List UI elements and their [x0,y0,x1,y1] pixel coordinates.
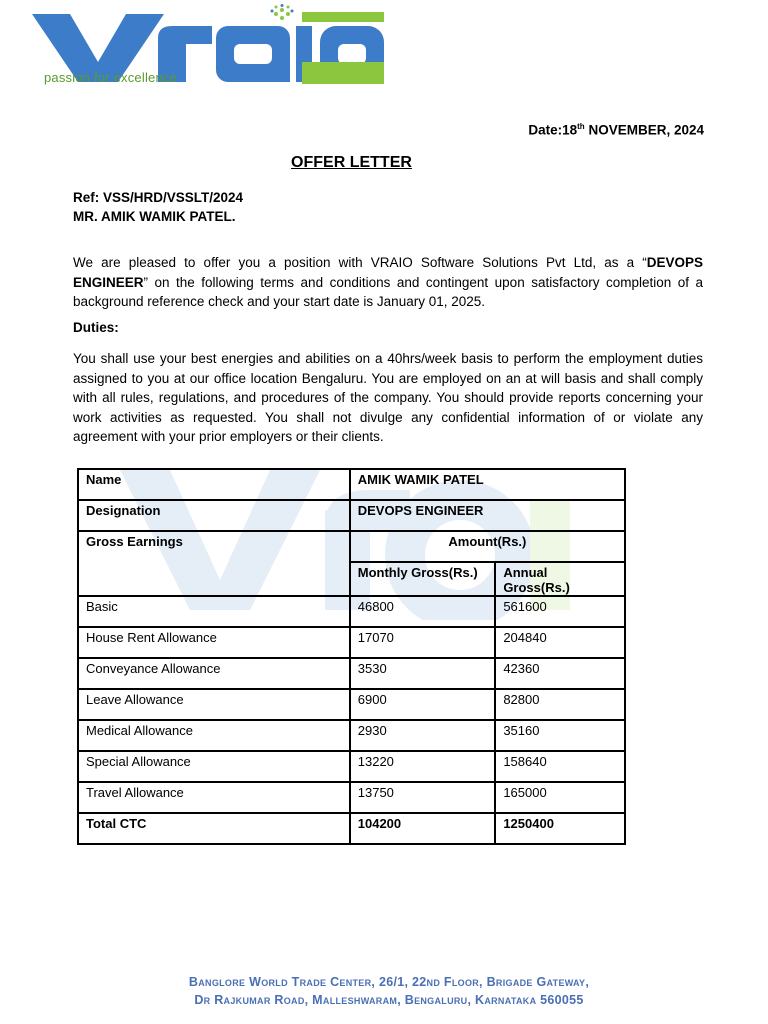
salary-cell-label: Basic [78,596,350,627]
table-row [78,658,625,689]
salary-cell-annual: 158640 [495,751,625,782]
role-highlight: DEVOPS ENGINEER [73,255,703,290]
table-row [78,627,625,658]
total-annual: 1250400 [495,813,625,844]
designation-value: DEVOPS ENGINEER [350,500,625,531]
total-monthly: 104200 [350,813,496,844]
salary-cell-monthly: 3530 [350,658,496,689]
salary-cell-monthly: 6900 [350,689,496,720]
intro-paragraph: We are pleased to offer you a position with VRAIO Software Solutions Pvt Ltd, as a “DEVOPS ENGINEER” on the following terms and conditions and contingent upon satisfactory completion of a background reference check and your start date is January 01, 2025. [73,255,703,309]
amount-header: Amount(Rs.) [350,531,625,562]
total-label: Total CTC [78,813,350,844]
salary-cell-annual: 204840 [495,627,625,658]
salary-cell-label: Travel Allowance [78,782,350,813]
duties-paragraph: You shall use your best energies and abilities on a 40hrs/week basis to perform the employment duties assigned to you at our office location Bengaluru. You are employed on an at will basis and shall comply with all rules, regulations, and procedures of the company. You should provide reports concerning your work activities as requested. You shall not divulge any confidential information of or violate any agreement with your prior employers or their clients. [73,351,703,444]
table-row [78,782,625,813]
salary-table [77,468,626,845]
salary-cell-monthly: 13750 [350,782,496,813]
gross-earnings-label: Gross Earnings [78,531,350,596]
designation-label: Designation [78,500,350,531]
recipient-name: MR. AMIK WAMIK PATEL. [73,209,236,224]
table-row [78,689,625,720]
salary-cell-annual: 35160 [495,720,625,751]
reference-block [73,188,243,226]
salary-cell-annual: 82800 [495,689,625,720]
salary-cell-label: Conveyance Allowance [78,658,350,689]
salary-cell-annual: 42360 [495,658,625,689]
name-value: AMIK WAMIK PATEL [350,469,625,500]
salary-cell-label: House Rent Allowance [78,627,350,658]
table-row [78,531,625,562]
salary-cell-label: Leave Allowance [78,689,350,720]
name-label: Name [78,469,350,500]
company-address [0,973,768,1009]
reference-number: Ref: VSS/HRD/VSSLT/2024 [73,190,244,205]
logo-tagline: passion for excellence [44,70,178,85]
table-row [78,596,625,627]
table-row [78,500,625,531]
salary-cell-monthly: 46800 [350,596,496,627]
salary-cell-annual: 561600 [495,596,625,627]
salary-cell-label: Medical Allowance [78,720,350,751]
total-row [78,813,625,844]
monthly-gross-header: Monthly Gross(Rs.) [350,562,496,596]
table-row [78,469,625,500]
table-row [78,751,625,782]
address-line-1: Banglore World Trade Center, 26/1, 22nd Floor, Brigade Gateway, [188,975,590,989]
salary-cell-annual: 165000 [495,782,625,813]
letter-title: OFFER LETTER [291,154,412,171]
address-line-2: Dr Rajkumar Road, Malleshwaram, Bengaluru, Karnataka 560055 [194,993,584,1007]
salary-cell-label: Special Allowance [78,751,350,782]
salary-cell-monthly: 2930 [350,720,496,751]
table-row [78,720,625,751]
duties-heading: Duties: [73,320,119,335]
annual-gross-header: Annual Gross(Rs.) [495,562,625,596]
salary-cell-monthly: 13220 [350,751,496,782]
letter-date: Date:18th NOVEMBER, 2024 [528,122,704,138]
salary-cell-monthly: 17070 [350,627,496,658]
